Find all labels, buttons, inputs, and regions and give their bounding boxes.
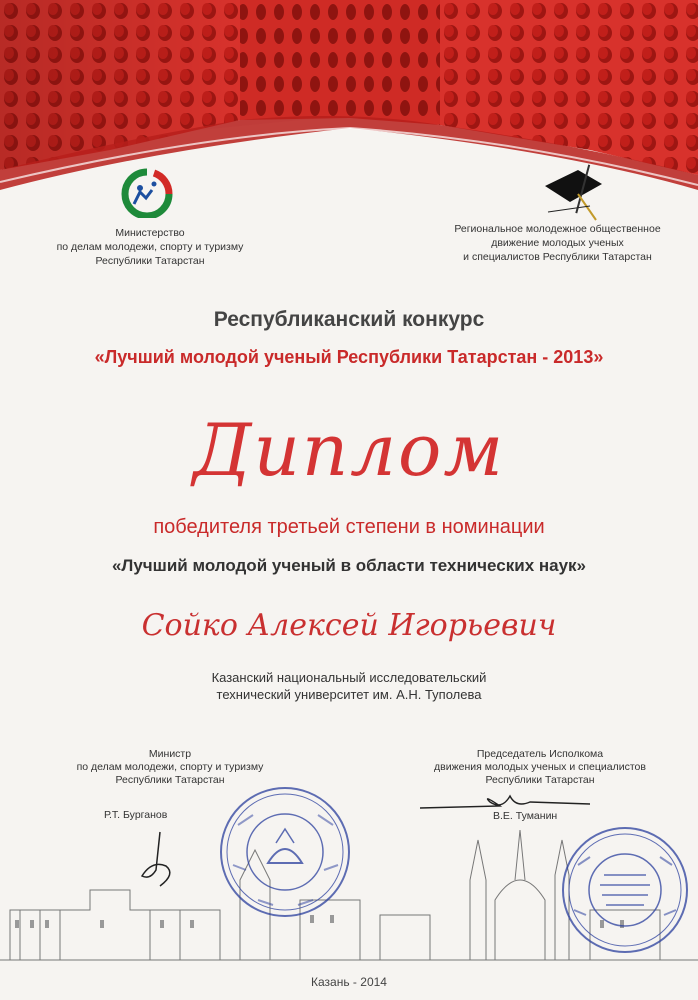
right-sig-line3: Республики Татарстан — [485, 774, 595, 786]
mortarboard-logo-icon — [540, 158, 610, 228]
ministry-stamp-icon — [218, 785, 353, 920]
university-name — [140, 669, 558, 703]
left-signature-icon — [130, 830, 190, 890]
diploma-title: Диплом — [192, 408, 506, 492]
right-signature-icon — [420, 788, 590, 818]
org-left-line2: по делам молодежи, спорту и туризму — [56, 241, 244, 253]
ministry-org-name — [40, 226, 260, 268]
ministry-logo-icon — [112, 168, 182, 218]
recipient-name: Сойко Алексей Игорьевич — [141, 608, 557, 643]
left-signatory-name: Р.Т. Бурганов — [104, 809, 168, 821]
right-sig-line1: Председатель Исполкома — [476, 748, 604, 760]
org-left-line1: Министерство — [115, 227, 185, 239]
right-signatory-title — [410, 748, 670, 787]
movement-org-name — [425, 222, 690, 264]
org-right-line3: и специалистов Республики Татарстан — [463, 251, 652, 263]
nomination-name: «Лучший молодой ученый в области технических наук» — [111, 556, 587, 575]
left-sig-line2: по делам молодежи, спорту и туризму — [76, 761, 264, 773]
right-sig-line2: движения молодых ученых и специалистов — [434, 761, 646, 773]
city-year: Казань - 2014 — [311, 975, 387, 989]
university-line1: Казанский национальный исследовательский — [211, 670, 487, 685]
left-signatory-title — [70, 748, 270, 787]
left-sig-line3: Республики Татарстан — [115, 774, 225, 786]
left-sig-line1: Министр — [148, 748, 192, 760]
winner-degree: победителя третьей степени в номинации — [153, 516, 545, 538]
org-right-line2: движение молодых ученых — [491, 237, 624, 249]
org-left-line3: Республики Татарстан — [95, 255, 205, 267]
right-signatory-name: В.Е. Туманин — [493, 810, 558, 822]
org-right-line1: Региональное молодежное общественное — [454, 223, 661, 235]
contest-heading: Республиканский конкурс — [213, 308, 485, 331]
university-line2: технический университет им. А.Н. Туполева — [216, 687, 482, 702]
movement-stamp-icon — [560, 825, 690, 955]
contest-name: «Лучший молодой ученый Республики Татарстан - 2013» — [94, 347, 604, 367]
